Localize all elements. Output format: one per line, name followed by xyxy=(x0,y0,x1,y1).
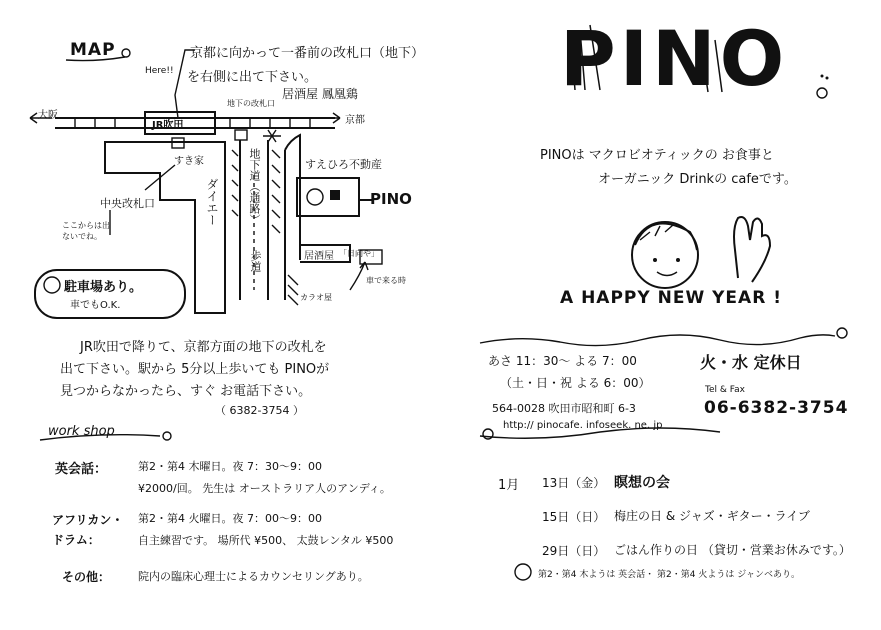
directions-line2: 出て下さい。駅から 5分以上歩いても PINOが xyxy=(60,362,330,377)
izakaya-bottom: 居酒屋 xyxy=(304,251,334,262)
central-note: ここからは出ないでね。 xyxy=(62,221,110,241)
new-year-greeting: A HAPPY NEW YEAR ! xyxy=(560,288,782,308)
waving-hand-icon xyxy=(734,217,770,282)
station-label: JR吹田 xyxy=(152,120,184,131)
map-title: MAP xyxy=(70,40,116,60)
event-title: ごはん作りの日 （貸切・営業お休みです。） xyxy=(614,543,851,557)
workshop-item-label: その他： xyxy=(62,570,111,584)
parking-ok: 車でもO.K. xyxy=(70,300,121,311)
events-month: 1月 xyxy=(498,478,520,493)
izakaya-top: 居酒屋 鳳凰鶏 xyxy=(282,87,358,101)
flower-icon-logo xyxy=(817,88,827,98)
car-note: 車で来る時 xyxy=(366,276,406,285)
directions-line1: JR吹田で降りて、京都方面の地下の改札を xyxy=(80,340,327,355)
workshop-item-line1: 第2・第4 火曜日。夜 7：00～9：00 xyxy=(138,512,322,525)
cafe-intro-line1: PINOは マクロビオティックの お食事と xyxy=(540,148,774,163)
workshop-item-label: アフリカン・ドラム： xyxy=(52,513,124,547)
exit-note-line1: 京都に向かって一番前の改札口（地下） xyxy=(190,46,425,61)
tel-number: 06-6382-3754 xyxy=(704,398,849,418)
website-url[interactable]: http:// pinocafe. infoseek. ne. jp xyxy=(503,420,663,431)
flower-icon-divider xyxy=(837,328,847,338)
workshop-item-line1: 院内の臨床心理士によるカウンセリングあり。 xyxy=(138,570,369,583)
here-label: Here!! xyxy=(145,66,174,76)
exit-note-line2: を右側に出て下さい。 xyxy=(187,70,318,85)
hours-line2: （土・日・祝 よる 6：00） xyxy=(500,376,651,390)
parking-label: 駐車場あり。 xyxy=(64,280,143,295)
underpass-vertical-label: 地下道（通路） xyxy=(248,148,261,225)
izakaya-name: 「日向や」 xyxy=(339,249,379,258)
event-date: 29日（日） xyxy=(542,544,606,558)
note-face-icon xyxy=(515,564,531,580)
event-title: 梅庄の日 & ジャズ・ギター・ライブ xyxy=(614,509,810,523)
directions-line3: 見つからなかったら、すぐ お電話下さい。 xyxy=(60,384,312,399)
tel-label: Tel & Fax xyxy=(705,385,745,395)
suehiro-label: すえひろ不動産 xyxy=(305,158,382,171)
workshop-item-line2: ¥2000/回。 先生は オーストラリア人のアンディ。 xyxy=(138,482,391,495)
direction-osaka: 大阪 xyxy=(38,110,58,121)
smiley-face-icon xyxy=(632,222,698,288)
sukiya-label: すき家 xyxy=(174,156,204,167)
karaoke-label: カラオ屋 xyxy=(300,293,332,302)
workshop-title: work shop xyxy=(48,424,115,439)
workshop-item-label: 英会話： xyxy=(55,462,108,477)
address: 564-0028 吹田市昭和町 6-3 xyxy=(492,402,636,415)
pino-map-label: PINO xyxy=(370,190,412,208)
walkway-label: 歩道 xyxy=(249,250,262,272)
workshop-item-line1: 第2・第4 木曜日。夜 7：30～9：00 xyxy=(138,460,322,473)
cafe-intro-line2: オーガニック Drinkの cafeです。 xyxy=(598,172,797,187)
underpass-exit: 地下の改札口 xyxy=(227,99,275,108)
workshop-item-line2: 自主練習です。 場所代 ¥500、 太鼓レンタル ¥500 xyxy=(138,534,394,547)
events-footnote: 第2・第4 木ようは 英会話・ 第2・第4 火ようは ジャンベあり。 xyxy=(538,570,801,580)
flower-icon-url xyxy=(483,429,493,439)
hours-line1: あさ 11：30～ よる 7：00 xyxy=(488,354,637,368)
event-date: 15日（日） xyxy=(542,510,606,524)
cafe-logo: PINO xyxy=(560,14,789,103)
closed-days: 火・水 定休日 xyxy=(700,353,802,372)
event-date: 13日（金） xyxy=(542,476,606,490)
directions-phone: （ 6382-3754 ） xyxy=(215,404,304,417)
direction-kyoto: 京都 xyxy=(345,115,365,126)
event-title: 瞑想の会 xyxy=(614,475,670,491)
central-exit-label: 中央改札口 xyxy=(100,197,155,210)
daiei-label: ダイエー xyxy=(205,178,219,226)
